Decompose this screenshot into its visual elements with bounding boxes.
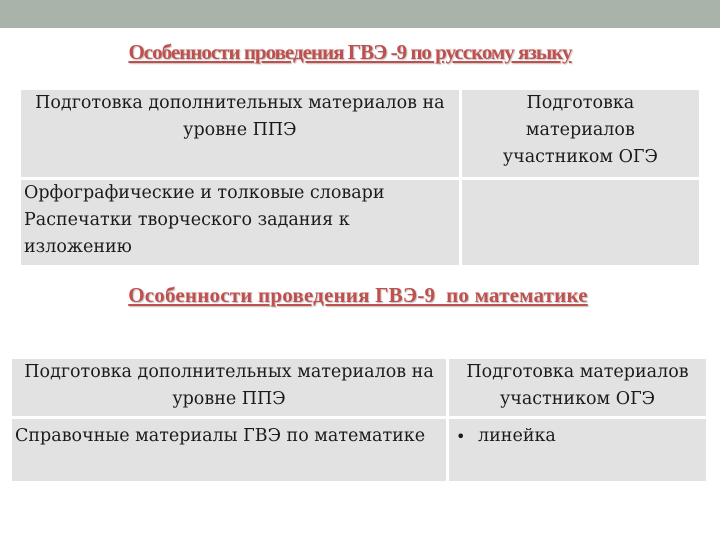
cell-ppe-materials: [12, 419, 446, 481]
table-russian: [18, 87, 702, 268]
cell-text: Справочные материалы ГВЭ по математике: [15, 426, 426, 446]
header-cell-participant: [462, 90, 699, 177]
title-russian: Особенности проведения ГВЭ -9 по русскому языку: [128, 40, 572, 64]
top-banner: [0, 0, 720, 28]
header-cell-ppe: [12, 359, 446, 416]
cell-ppe-materials: [21, 180, 459, 265]
header-text: Подготовка материалов участником ОГЭ: [502, 93, 658, 167]
list-item: Распечатки творческого задания к изложению: [24, 210, 350, 257]
list-item: Орфографические и толковые словари: [24, 183, 385, 203]
cell-participant-materials: [462, 180, 699, 265]
list-item-text: линейка: [478, 426, 556, 446]
header-text: Подготовка дополнительных материалов на уровне ППЭ: [35, 93, 445, 140]
list-item: [452, 423, 703, 450]
table-row-header: [21, 90, 699, 177]
cell-participant-materials: [449, 419, 706, 481]
header-cell-participant: [449, 359, 706, 416]
header-cell-ppe: [21, 90, 459, 177]
table-row: [12, 419, 706, 481]
title-math: Особенности проведения ГВЭ-9 по математике: [128, 283, 588, 307]
header-text: Подготовка дополнительных материалов на уровне ППЭ: [24, 362, 434, 409]
table-math: [9, 356, 709, 484]
table-row-header: [12, 359, 706, 416]
bullet-icon: •: [456, 427, 466, 446]
table-row: [21, 180, 699, 265]
header-text: Подготовка материалов участником ОГЭ: [466, 362, 689, 409]
